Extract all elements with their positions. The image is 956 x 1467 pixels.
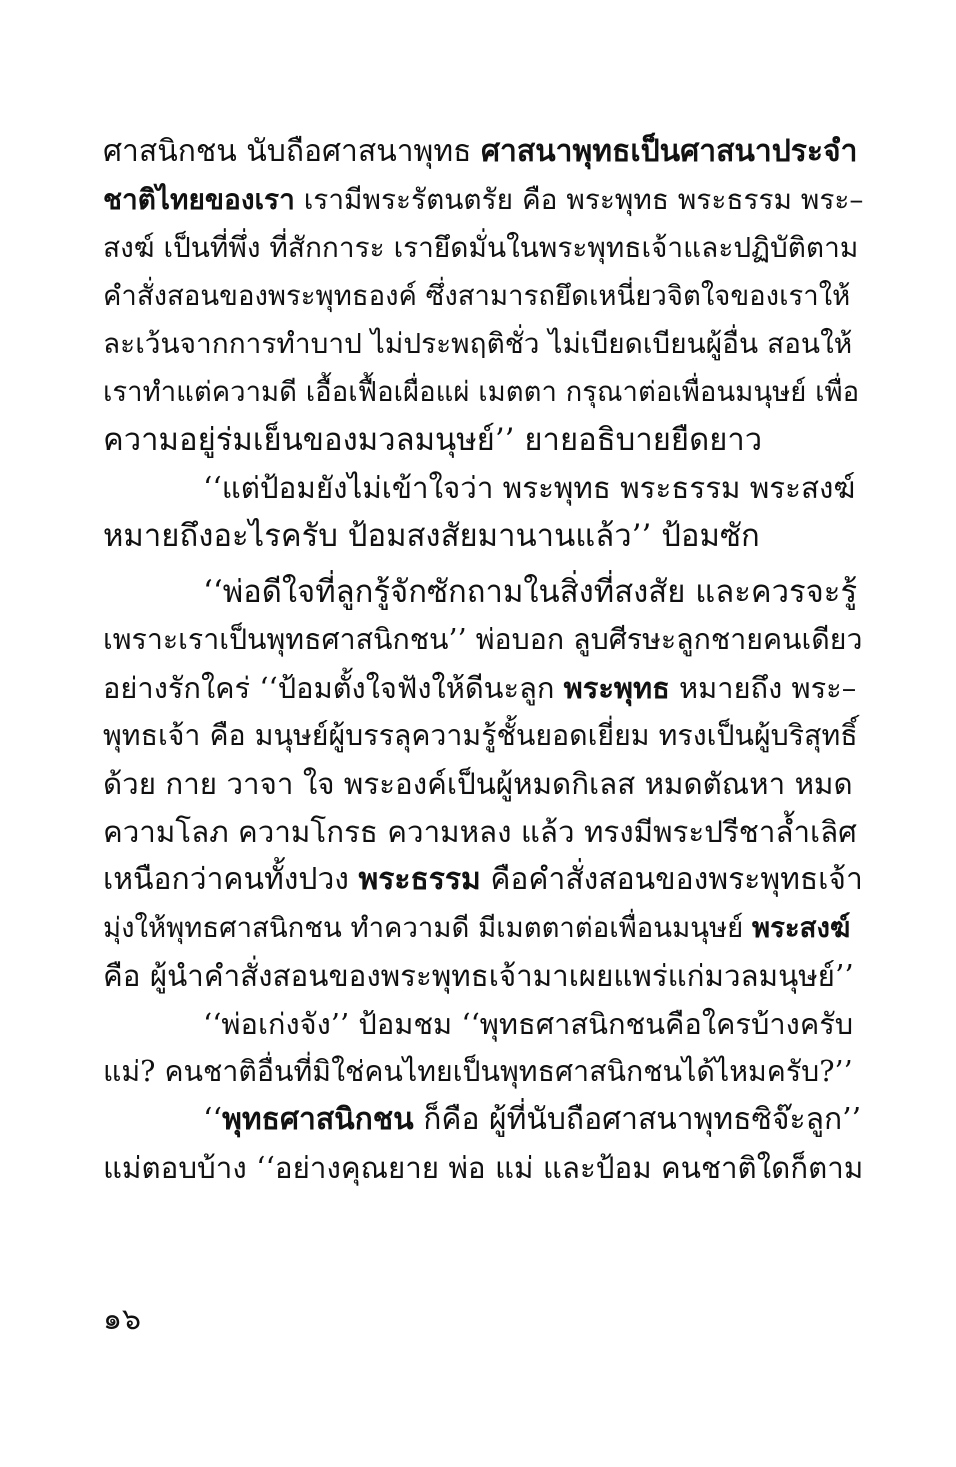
bold-text: พระธรรม [358, 862, 481, 897]
bold-text: ศาสนาพุทธเป็นศาสนาประจำ [480, 134, 858, 169]
text-line [103, 952, 863, 1000]
text-segment: หมายถึง พระ– [669, 671, 857, 705]
text-line [103, 512, 863, 560]
page-number: ๑๖ [103, 1302, 142, 1337]
text-segment: ละเว้นจากการทำบาป ไม่ประพฤติชั่ว ไม่เบียดเบียนผู้อื่น สอนให้ [103, 327, 853, 360]
bold-text: พุทธศาสนิกชน [222, 1102, 414, 1137]
text-line [103, 416, 863, 464]
text-segment: เรามีพระรัตนตรัย คือ พระพุทธ พระธรรม พระ– [294, 183, 863, 216]
text-segment: ความโลภ ความโกรธ ความหลง แล้ว ทรงมีพระปรีชาล้ำเลิศ [103, 815, 857, 849]
text-segment: หมายถึงอะไรครับ ป้อมสงสัยมานานแล้ว’’ ป้อมซัก [103, 518, 760, 554]
text-line [103, 664, 863, 712]
text-line [103, 224, 863, 272]
bold-text: พระพุทธ [563, 671, 670, 705]
text-segment: ความอยู่ร่มเย็นของมวลมนุษย์’’ ยายอธิบายยืดยาว [103, 422, 763, 458]
body-text [103, 128, 863, 1192]
text-segment: แม่ตอบบ้าง ‘‘อย่างคุณยาย พ่อ แม่ และป้อม คนชาติใดก็ตาม [103, 1151, 863, 1185]
text-line [103, 272, 863, 320]
text-line [103, 1048, 863, 1096]
text-segment: ด้วย กาย วาจา ใจ พระองค์เป็นผู้หมดกิเลส หมดตัณหา หมด [103, 767, 853, 801]
text-line [103, 128, 863, 176]
text-segment: พุทธเจ้า คือ มนุษย์ผู้บรรลุความรู้ชั้นยอดเยี่ยม ทรงเป็นผู้บริสุทธิ์ [103, 719, 858, 752]
text-segment: คำสั่งสอนของพระพุทธองค์ ซึ่งสามารถยึดเหนี่ยวจิตใจของเราให้ [103, 280, 851, 312]
text-segment: ศาสนิกชน นับถือศาสนาพุทธ [103, 134, 481, 169]
text-line [103, 1000, 863, 1048]
text-segment: เหนือกว่าคนทั้งปวง [103, 862, 359, 897]
text-line [103, 568, 863, 616]
text-segment: มุ่งให้พุทธศาสนิกชน ทำความดี มีเมตตาต่อเพื่อนมนุษย์ [103, 912, 753, 944]
bold-text: พระสงฆ์ [752, 912, 851, 944]
text-segment: สงฆ์ เป็นที่พึ่ง ที่สักการะ เรายึดมั่นในพระพุทธเจ้าและปฏิบัติตาม [103, 231, 859, 264]
text-segment: ก็คือ ผู้ที่นับถือศาสนาพุทธซิจ๊ะลูก’’ [413, 1102, 862, 1137]
text-line [103, 368, 863, 416]
text-line [103, 320, 863, 368]
text-line [103, 712, 863, 760]
text-line [103, 1096, 863, 1144]
text-segment: ‘‘แต่ป้อมยังไม่เข้าใจว่า พระพุทธ พระธรรม พระสงฆ์ [203, 471, 856, 505]
text-segment: ‘‘พ่อเก่งจัง’’ ป้อมชม ‘‘พุทธศาสนิกชนคือใครบ้างครับ [203, 1007, 854, 1041]
text-segment: เพราะเราเป็นพุทธศาสนิกชน’’ พ่อบอก ลูบศีรษะลูกชายคนเดียว [103, 623, 863, 656]
text-line [103, 616, 863, 664]
text-segment: เราทำแต่ความดี เอื้อเฟื้อเผื่อแผ่ เมตตา กรุณาต่อเพื่อนมนุษย์ เพื่อ [103, 376, 860, 408]
text-line [103, 176, 863, 224]
text-segment: ‘‘ [203, 1102, 223, 1137]
text-line [103, 904, 863, 952]
text-line [103, 464, 863, 512]
text-segment: แม่? คนชาติอื่นที่มิใช่คนไทยเป็นพุทธศาสนิกชนได้ไหมครับ?’’ [103, 1055, 853, 1088]
text-line [103, 808, 863, 856]
text-line [103, 760, 863, 808]
text-line [103, 856, 863, 904]
text-segment: ‘‘พ่อดีใจที่ลูกรู้จักซักถามในสิ่งที่สงสัย และควรจะรู้ [203, 574, 858, 610]
text-segment: คือ ผู้นำคำสั่งสอนของพระพุทธเจ้ามาเผยแพร่แก่มวลมนุษย์’’ [103, 959, 854, 993]
text-segment: คือคำสั่งสอนของพระพุทธเจ้า [480, 862, 863, 897]
bold-text: ชาติไทยของเรา [103, 183, 295, 216]
text-segment: อย่างรักใคร่ ‘‘ป้อมตั้งใจฟังให้ดีนะลูก [103, 671, 564, 705]
text-line [103, 1144, 863, 1192]
